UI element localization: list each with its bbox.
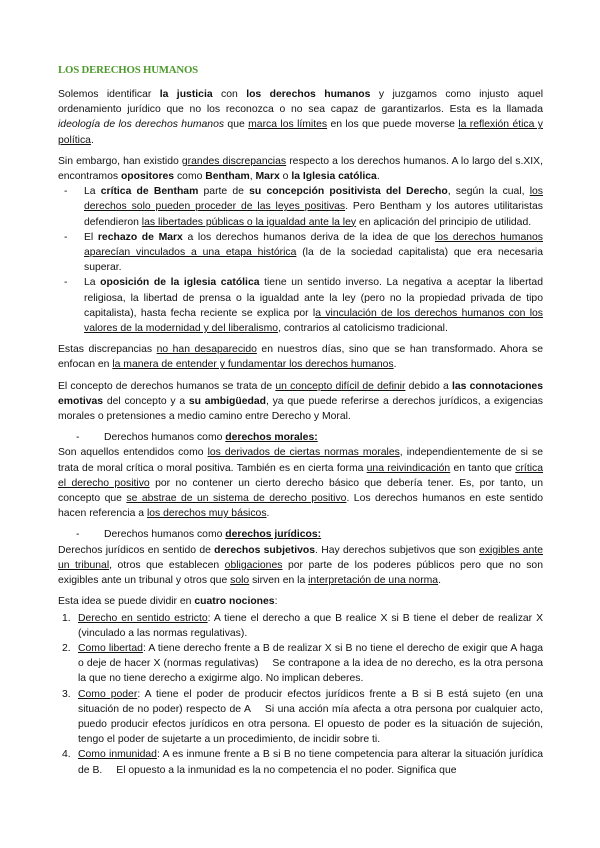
list-item-iglesia: - La oposición de la iglesia católica tiene un sentido inverso. La negativa a aceptar la libertad religiosa, la libertad de prensa o la igualdad ante la ley (pero no la propiedad privada de tipo capitalista), hasta fecha reciente se explica por la vinculación de los derechos humanos con los valores de la modernidad y del liberalismo, contrarios al catolicismo tradicional. xyxy=(58,275,543,336)
moral-rights-heading: - Derechos humanos como derechos morales: xyxy=(58,430,543,445)
list-item-bentham: - La crítica de Bentham parte de su concepción positivista del Derecho, según la cual, los derechos solo pueden proceder de las leyes positivas. Pero Bentham y los autores utilitaristas defendieron las libertades públicas o la igualdad ante la ley en aplicación del principio de utilidad. xyxy=(58,184,543,230)
legal-rights-heading: - Derechos humanos como derechos jurídicos: xyxy=(58,527,543,542)
page-title: LOS DERECHOS HUMANOS xyxy=(58,64,198,76)
notion-item-liberty: 2. Como libertad: A tiene derecho frente a B de realizar X si B no tiene el derecho de exigir que A haga o deje de hacer X (normas regulativas) Se contrapone a la idea de no derecho, es la otra persona la que no tiene derecho a exigirme algo. No implican deberes. xyxy=(62,642,543,685)
notion-item-power: 3. Como poder: A tiene el poder de producir efectos jurídicos frente a B si B está sujeto (en una situación de no poder) respecto de A Si una acción mía afecta a otra persona por cualquier acto, puedo producir efectos jurídicos en otra persona. El opuesto de poder es la situación de sujeción, tengo el poder de sujetarte a un procedimiento, de incidir sobre ti. xyxy=(62,688,543,746)
list-item-marx: - El rechazo de Marx a los derechos humanos deriva de la idea de que los derechos humanos aparecían vinculados a una etapa histórica (la de la sociedad capitalista) que era necesaria superar. xyxy=(58,230,543,276)
moral-rights-paragraph: Son aquellos entendidos como los derivados de ciertas normas morales, independientemente de si se trata de moral crítica o moral positiva. También es en cierta forma una reivindicación en tanto que crítica el derecho positivo por no contener un cierto derecho básico que debería tener. Es, por tanto, un concepto que se abstrae de un sistema de derecho positivo. Los derechos humanos en este sentido hacen referencia a los derechos muy básicos. xyxy=(58,447,544,520)
notions-list xyxy=(58,611,543,778)
notion-item-immunity: 4. Como inmunidad: A es inmune frente a B si B no tiene competencia para alterar la situación jurídica de B. El opuesto a la inmunidad es la no competencia el no poder. Significa que xyxy=(62,749,543,776)
legal-rights-paragraph: Derechos jurídicos en sentido de derechos subjetivos. Hay derechos subjetivos que son exigibles ante un tribunal, otros que establecen obligaciones por parte de los poderes públicos pero que no son exigibles ante un tribunal y otros que solo sirven en la interpretación de una norma. xyxy=(58,544,544,587)
discrepancies-paragraph: Sin embargo, han existido grandes discrepancias respecto a los derechos humanos. A lo largo del s.XIX, encontramos opositores como Bentham, Marx o la Iglesia católica. xyxy=(58,155,543,183)
four-notions-intro: Esta idea se puede dividir en cuatro nociones: xyxy=(58,596,278,608)
concept-paragraph: El concepto de derechos humanos se trata de un concepto difícil de definir debido a las connotaciones emotivas del concepto y a su ambigüedad, ya que puede referirse a derechos jurídicos, a exigencias morales o pretensiones a medio camino entre Derecho y Moral. xyxy=(58,380,543,423)
opponents-list xyxy=(58,184,543,336)
intro-paragraph: Solemos identificar la justicia con los derechos humanos y juzgamos como injusto aquel ordenamiento jurídico que no los reconozca o no sea capaz de garantizarlos. Esta es la llamada ideología de los derechos humanos que marca los límites en los que puede moverse la reflexión ética y política. xyxy=(58,89,544,146)
current-discrepancies-paragraph: Estas discrepancias no han desaparecido en nuestros días, sino que se han transformado. Ahora se enfocan en la manera de entender y fundamentar los derechos humanos. xyxy=(58,344,543,371)
document-body xyxy=(58,63,543,778)
notion-item-strict: 1. Derecho en sentido estricto: A tiene el derecho a que B realice X si B tiene el deber de realizar X (vinculado a las normas regulativas). xyxy=(62,612,544,639)
